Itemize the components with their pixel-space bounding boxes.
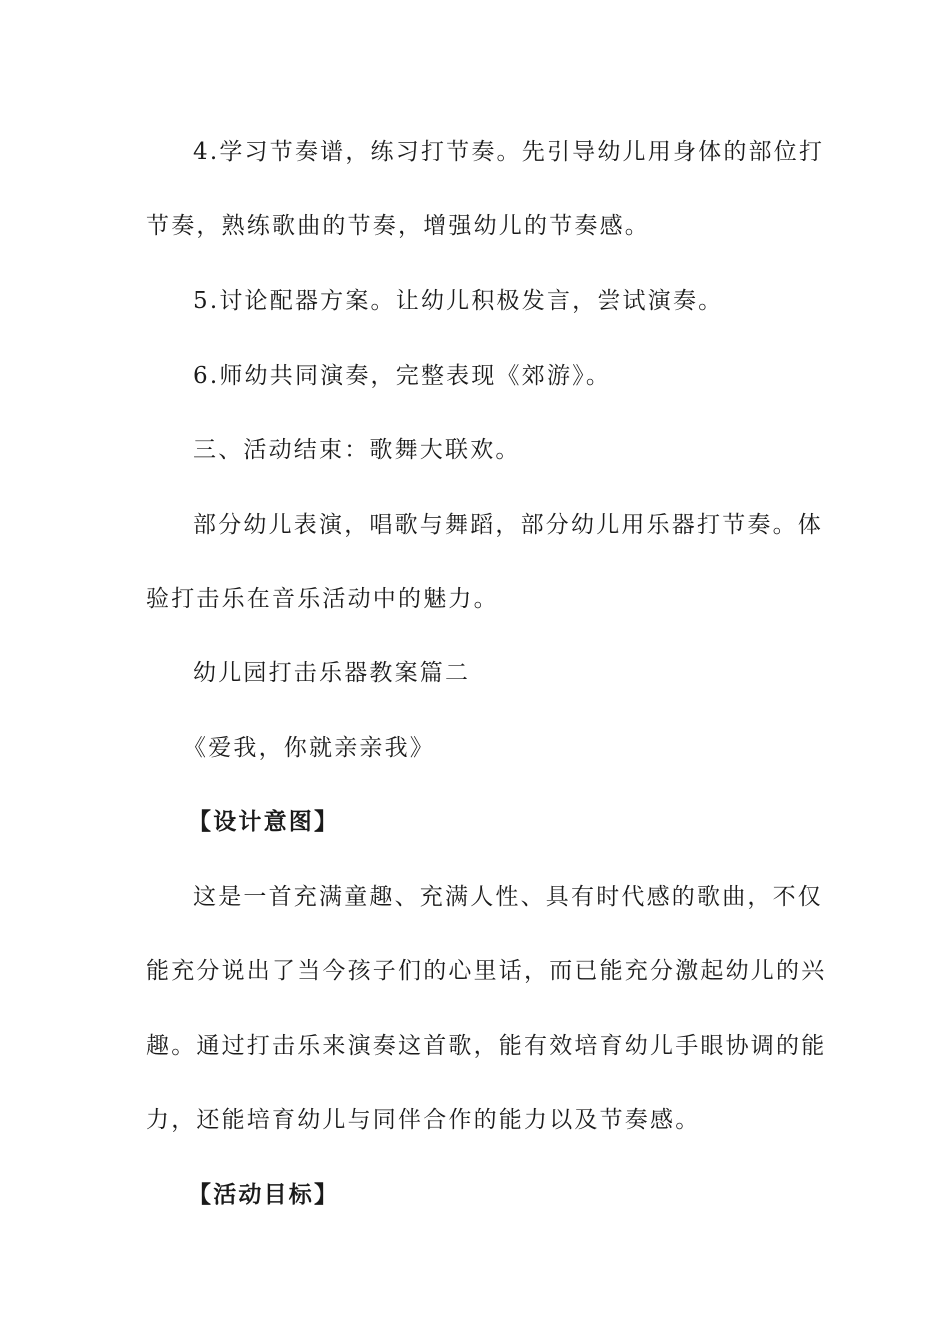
section-activity-end: 三、活动结束：歌舞大联欢。 (193, 437, 521, 463)
lesson-plan-title: 幼儿园打击乐器教案篇二 (193, 660, 471, 686)
song-title: 《爱我，你就亲亲我》 (183, 735, 435, 761)
paragraph-performance-line-2: 验打击乐在音乐活动中的魅力。 (146, 586, 499, 612)
paragraph-step-5: 5.讨论配器方案。让幼儿积极发言，尝试演奏。 (193, 288, 724, 314)
paragraph-intent-line-3: 趣。通过打击乐来演奏这首歌，能有效培育幼儿手眼协调的能 (146, 1033, 827, 1059)
paragraph-intent-line-4: 力，还能培育幼儿与同伴合作的能力以及节奏感。 (146, 1107, 701, 1133)
paragraph-performance-line-1: 部分幼儿表演，唱歌与舞蹈，部分幼儿用乐器打节奏。体 (193, 512, 823, 538)
paragraph-intent-line-1: 这是一首充满童趣、充满人性、具有时代感的歌曲，不仅 (193, 884, 823, 910)
paragraph-step-4-line-2: 节奏，熟练歌曲的节奏，增强幼儿的节奏感。 (146, 213, 650, 239)
section-design-intent: 【设计意图】 (188, 808, 340, 835)
paragraph-intent-line-2: 能充分说出了当今孩子们的心里话，而已能充分激起幼儿的兴 (146, 958, 827, 984)
section-activity-goals: 【活动目标】 (188, 1181, 340, 1208)
paragraph-step-4-line-1: 4.学习节奏谱，练习打节奏。先引导幼儿用身体的部位打 (193, 139, 825, 165)
paragraph-step-6: 6.师幼共同演奏，完整表现《郊游》。 (193, 363, 612, 389)
